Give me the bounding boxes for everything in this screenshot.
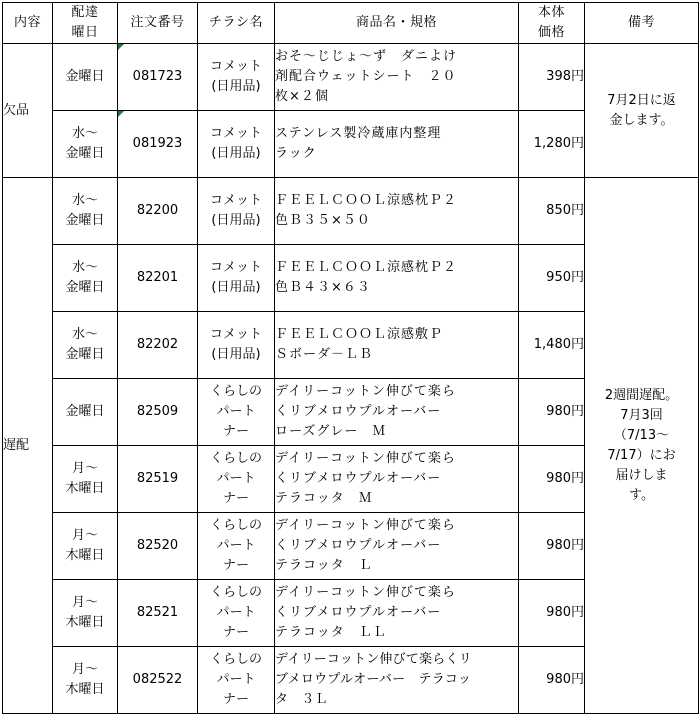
product-name	[275, 44, 519, 111]
header-row	[3, 3, 699, 44]
delivery-day-line: 金曜日	[65, 69, 105, 84]
delivery-day-line: 金曜日	[65, 347, 105, 362]
price: 980円	[519, 446, 585, 513]
flyer-name	[198, 111, 275, 178]
order-number: 82509	[118, 379, 198, 446]
price: 1,480円	[519, 312, 585, 379]
delivery-day-line: 木曜日	[65, 481, 105, 496]
delivery-day-line: 水～	[71, 126, 98, 141]
flyer-name	[198, 446, 275, 513]
header-haitatsu-line: 配達	[71, 5, 99, 20]
product-line: ステンレス製冷蔵庫内整理	[275, 126, 442, 141]
product-line: ＦＥＥＬＣＯＯＬ涼感枕Ｐ２	[275, 260, 458, 275]
order-number: 82519	[118, 446, 198, 513]
header-hontai	[519, 3, 585, 44]
flyer-line: くらしの	[209, 384, 262, 399]
flyer-line: コメット	[209, 260, 262, 275]
order-number: 081923	[118, 111, 198, 178]
flyer-line: パート	[216, 672, 256, 687]
flyer-line: コメット	[209, 126, 262, 141]
delivery-day	[53, 647, 118, 714]
delivery-day	[53, 379, 118, 446]
header-naiyou: 内容	[3, 3, 53, 44]
product-line: 色Ｂ３５×５０	[275, 213, 371, 228]
header-haitatsu-line: 曜日	[71, 25, 99, 40]
note-line: 7/17）にお	[607, 447, 676, 463]
flyer-line: パート	[216, 471, 256, 486]
header-hontai-line: 価格	[537, 25, 565, 40]
flyer-line: ナー	[222, 424, 249, 439]
flyer-line: くらしの	[209, 585, 262, 600]
product-line: くリブメロウプルオーバー	[275, 471, 442, 486]
table-row	[3, 44, 699, 111]
product-name	[275, 178, 519, 245]
order-issue-table	[2, 2, 699, 714]
price: 398円	[519, 44, 585, 111]
delivery-day	[53, 312, 118, 379]
note-line: 7月3回	[620, 407, 663, 423]
delivery-day-line: 木曜日	[65, 615, 105, 630]
product-name	[275, 111, 519, 178]
flyer-name	[198, 513, 275, 580]
flyer-line: くらしの	[209, 451, 262, 466]
product-line: ローズグレー Ｍ	[275, 424, 387, 439]
price: 1,280円	[519, 111, 585, 178]
delivery-day	[53, 178, 118, 245]
flyer-name	[198, 379, 275, 446]
flyer-line: パート	[216, 404, 256, 419]
note-ketsuhin	[585, 44, 699, 178]
product-name	[275, 580, 519, 647]
delivery-day	[53, 44, 118, 111]
flyer-name	[198, 44, 275, 111]
product-line: ＦＥＥＬＣＯＯＬ涼感枕Ｐ２	[275, 193, 458, 208]
order-number: 081723	[118, 44, 198, 111]
product-name	[275, 312, 519, 379]
flyer-name	[198, 245, 275, 312]
order-number: 82201	[118, 245, 198, 312]
delivery-day-line: 月～	[71, 662, 98, 677]
product-line: テラコッタ ＬＬ	[275, 625, 387, 640]
note-line: 届けしま	[615, 467, 668, 483]
flyer-name	[198, 580, 275, 647]
category-chihai: 遅配	[3, 178, 53, 714]
header-shohin: 商品名・規格	[275, 3, 519, 44]
delivery-day	[53, 446, 118, 513]
flyer-name	[198, 312, 275, 379]
delivery-day-line: 金曜日	[65, 280, 105, 295]
product-line: ブメロウプルオーバー テラコッ	[275, 672, 472, 687]
delivery-day-line: 月～	[71, 461, 98, 476]
header-hontai-line: 本体	[537, 5, 565, 20]
flyer-line: (日用品)	[211, 213, 261, 228]
delivery-day-line: 水～	[71, 327, 98, 342]
delivery-day-line: 水～	[71, 260, 98, 275]
price: 980円	[519, 513, 585, 580]
flyer-line: ナー	[222, 491, 249, 506]
product-line: ＦＥＥＬＣＯＯＬ涼感敷Ｐ	[275, 327, 444, 342]
flyer-name	[198, 647, 275, 714]
flyer-line: (日用品)	[211, 347, 261, 362]
product-line: くリブメロウプルオーバー	[275, 404, 442, 419]
note-chihai	[585, 178, 699, 714]
note-line: 2週間遅配。	[604, 387, 679, 403]
order-number: 82200	[118, 178, 198, 245]
product-name	[275, 379, 519, 446]
product-name	[275, 647, 519, 714]
product-name	[275, 245, 519, 312]
flyer-line: (日用品)	[211, 79, 261, 94]
flyer-line: (日用品)	[211, 146, 261, 161]
note-line: 7月2日に返	[607, 92, 676, 108]
delivery-day-line: 木曜日	[65, 548, 105, 563]
product-line: おそ～じじょ～ず ダニよけ	[275, 49, 458, 64]
delivery-day	[53, 513, 118, 580]
flyer-line: コメット	[209, 193, 262, 208]
flyer-line: くらしの	[209, 652, 262, 667]
product-line: デイリーコットン伸びて楽ら	[275, 451, 456, 466]
order-number: 082522	[118, 647, 198, 714]
delivery-day-line: 金曜日	[65, 404, 105, 419]
delivery-day-line: 金曜日	[65, 213, 105, 228]
flyer-line: コメット	[209, 59, 262, 74]
delivery-day-line: 月～	[71, 595, 98, 610]
note-line: 金します。	[609, 112, 674, 128]
product-line: Ｓボーダ－ＬＢ	[275, 347, 374, 362]
header-haitatsu	[53, 3, 118, 44]
flyer-line: コメット	[209, 327, 262, 342]
flyer-name	[198, 178, 275, 245]
price: 980円	[519, 580, 585, 647]
delivery-day-line: 木曜日	[65, 682, 105, 697]
category-ketsuhin: 欠品	[3, 44, 53, 178]
product-line: ラック	[275, 146, 317, 161]
product-line: くリブメロウプルオーバー	[275, 538, 442, 553]
header-chumon: 注文番号	[118, 3, 198, 44]
flyer-line: パート	[216, 605, 256, 620]
flyer-line: ナー	[222, 558, 249, 573]
product-line: デイリーコットン伸びて楽ら	[275, 585, 456, 600]
delivery-day-line: 水～	[71, 193, 98, 208]
product-line: デイリーコットン伸びて楽ら	[275, 518, 456, 533]
product-line: デイリーコットン伸びて楽らくリ	[275, 652, 472, 667]
product-line: テラコッタ Ｍ	[275, 491, 373, 506]
note-line: す。	[629, 487, 654, 503]
flyer-line: ナー	[222, 625, 249, 640]
product-line: デイリーコットン伸びて楽ら	[275, 384, 456, 399]
table-row	[3, 178, 699, 245]
product-name	[275, 446, 519, 513]
price: 950円	[519, 245, 585, 312]
product-line: タ ３Ｌ	[275, 692, 328, 707]
price: 980円	[519, 379, 585, 446]
delivery-day	[53, 580, 118, 647]
product-line: くリブメロウプルオーバー	[275, 605, 442, 620]
delivery-day-line: 月～	[71, 528, 98, 543]
delivery-day	[53, 245, 118, 312]
price: 980円	[519, 647, 585, 714]
order-number: 82202	[118, 312, 198, 379]
product-line: テラコッタ Ｌ	[275, 558, 373, 573]
header-chirashi: チラシ名	[198, 3, 275, 44]
delivery-day-line: 金曜日	[65, 146, 105, 161]
order-number: 82521	[118, 580, 198, 647]
product-name	[275, 513, 519, 580]
note-line: （7/13～	[613, 427, 670, 443]
product-line: 剤配合ウェットシート ２０	[275, 69, 457, 84]
price: 850円	[519, 178, 585, 245]
flyer-line: (日用品)	[211, 280, 261, 295]
product-line: 枚×２個	[275, 89, 329, 104]
order-number: 82520	[118, 513, 198, 580]
delivery-day	[53, 111, 118, 178]
product-line: 色Ｂ４３×６３	[275, 280, 371, 295]
header-biko: 備考	[585, 3, 699, 44]
flyer-line: くらしの	[209, 518, 262, 533]
flyer-line: パート	[216, 538, 256, 553]
flyer-line: ナー	[222, 692, 249, 707]
